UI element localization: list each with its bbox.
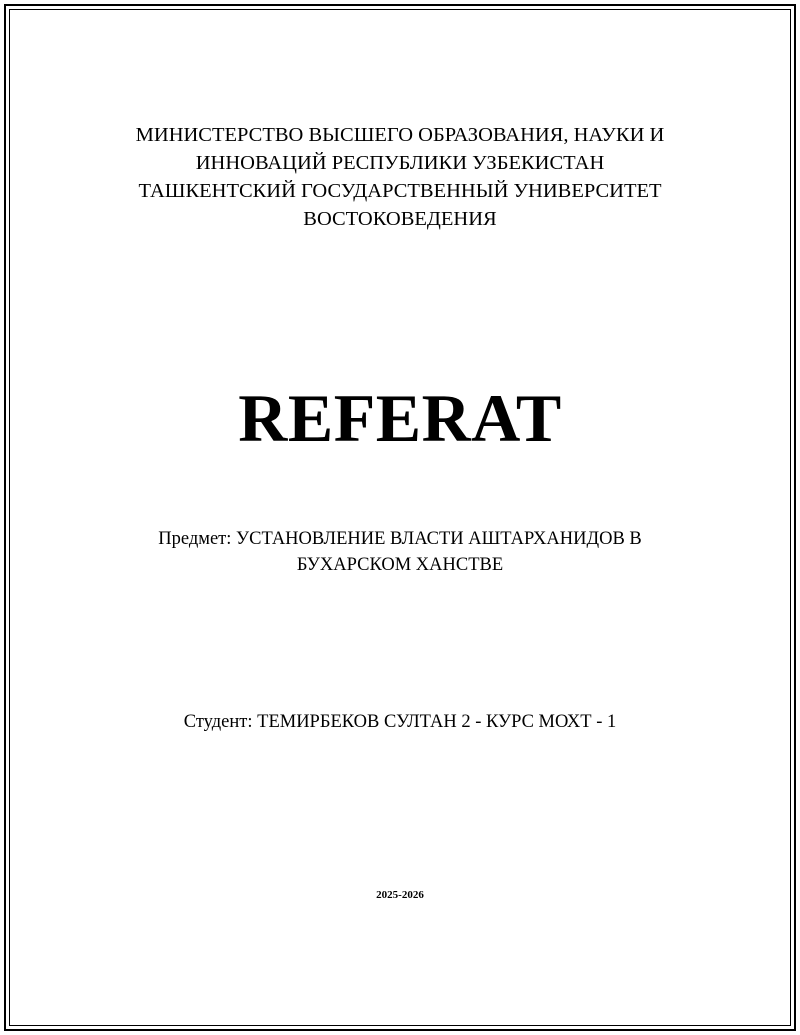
document-title: REFERAT <box>238 380 562 456</box>
academic-year: 2025-2026 <box>376 889 424 901</box>
university-line: ТАШКЕНТСКИЙ ГОСУДАРСТВЕННЫЙ УНИВЕРСИТЕТ <box>138 180 662 202</box>
subject-line: Предмет: УСТАНОВЛЕНИЕ ВЛАСТИ АШТАРХАНИДОВ В <box>158 529 642 549</box>
student-info: Студент: ТЕМИРБЕКОВ СУЛТАН 2 - КУРС МОХТ - 1 <box>183 712 617 732</box>
ministry-line: МИНИСТЕРСТВО ВЫСШЕГО ОБРАЗОВАНИЯ, НАУКИ И <box>135 124 665 146</box>
university-line: ВОСТОКОВЕДЕНИЯ <box>303 208 497 230</box>
ministry-header <box>0 121 800 233</box>
subject-block <box>0 526 800 578</box>
ministry-line: ИННОВАЦИЙ РЕСПУБЛИКИ УЗБЕКИСТАН <box>195 152 605 174</box>
subject-line: БУХАРСКОМ ХАНСТВЕ <box>296 555 504 575</box>
